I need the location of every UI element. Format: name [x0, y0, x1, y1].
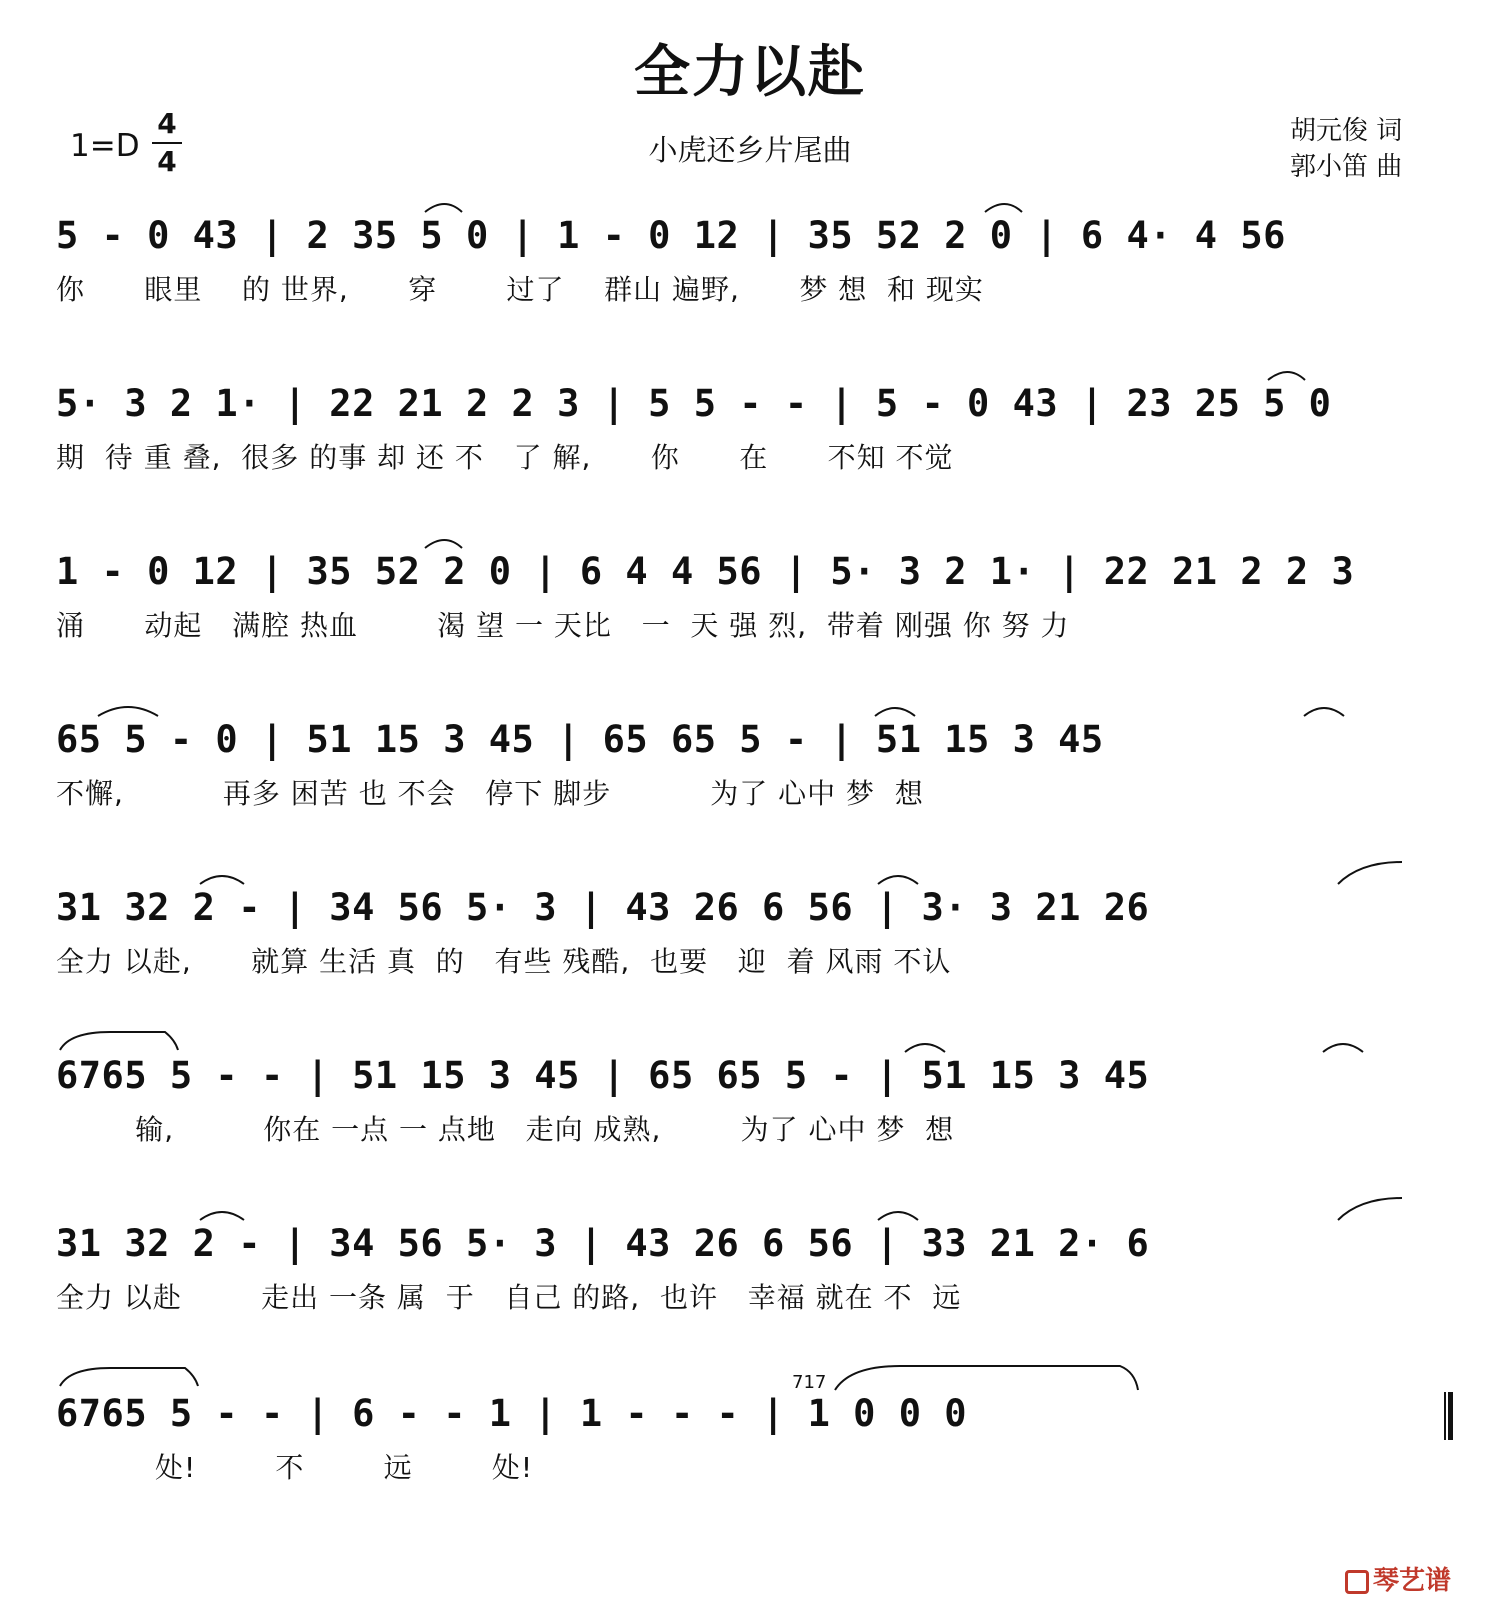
score-line-5 [56, 878, 1446, 1028]
time-signature-bottom: 4 [157, 145, 177, 178]
notation-line: 31 32 2 - | 34 56 5· 3 | 43 26 6 56 | 33 21 2· 6 [56, 1222, 1150, 1265]
notation-line: 1 - 0 12 | 35 52 2 0 | 6 4 4 56 | 5· 3 2 1· | 22 21 2 2 3 [56, 550, 1355, 593]
lyrics-line: 涌 动起 满腔 热血 渴 望 一 天比 一 天 强 烈, 带着 刚强 你 努 力 [56, 609, 1070, 642]
lyrics-line: 输, 你在 一点 一 点地 走向 成熟, 为了 心中 梦 想 [56, 1113, 955, 1146]
lyrics-line: 处! 不 远 处! [56, 1451, 534, 1484]
notation-line: 5· 3 2 1· | 22 21 2 2 3 | 5 5 - - | 5 - 0 43 | 23 25 5 0 [56, 382, 1332, 425]
score-line-4 [56, 710, 1446, 860]
song-title: 全力以赴 [634, 40, 866, 105]
score-line-1 [56, 206, 1446, 356]
lyrics-line: 期 待 重 叠, 很多 的事 却 还 不 了 解, 你 在 不知 不觉 [56, 441, 954, 474]
lyrics-line: 全力 以赴 走出 一条 属 于 自己 的路, 也许 幸福 就在 不 远 [56, 1281, 962, 1314]
song-subtitle: 小虎还乡片尾曲 [648, 133, 852, 167]
key-signature: 1=D [70, 128, 140, 164]
lyrics-line: 全力 以赴, 就算 生活 真 的 有些 残酷, 也要 迎 着 风雨 不认 [56, 945, 952, 978]
logo-icon [1345, 1570, 1369, 1594]
notation-line: 6765 5 - - | 51 15 3 45 | 65 65 5 - | 51 15 3 45 [56, 1054, 1150, 1097]
notation-line: 65 5 - 0 | 51 15 3 45 | 65 65 5 - | 51 15 3 45 [56, 718, 1104, 761]
time-signature [152, 108, 182, 178]
score-line-7 [56, 1214, 1446, 1364]
lyricist-credit: 胡元俊 词 [1290, 116, 1403, 146]
composer-credit: 郭小笛 曲 [1290, 152, 1403, 182]
watermark-logo [1345, 1560, 1451, 1597]
score-line-8 [56, 1384, 1446, 1534]
notation-line: 31 32 2 - | 34 56 5· 3 | 43 26 6 56 | 3· 3 21 26 [56, 886, 1150, 929]
score-line-2 [56, 374, 1446, 524]
lyrics-line: 你 眼里 的 世界, 穿 过了 群山 遍野, 梦 想 和 现实 [56, 273, 984, 306]
notation-line: 6765 5 - - | 6 - - 1 | 1 - - - | 1 0 0 0 [56, 1392, 968, 1435]
score-line-3 [56, 542, 1446, 692]
notation-line: 5 - 0 43 | 2 35 5 0 | 1 - 0 12 | 35 52 2 0 | 6 4· 4 56 [56, 214, 1286, 257]
time-signature-top: 4 [157, 107, 177, 140]
lyrics-line: 不懈, 再多 困苦 也 不会 停下 脚步 为了 心中 梦 想 [56, 777, 924, 810]
score-line-6 [56, 1046, 1446, 1196]
grace-note: 717 [792, 1372, 827, 1393]
final-barline [1444, 1392, 1452, 1440]
watermark-text: 琴艺谱 [1373, 1566, 1452, 1596]
